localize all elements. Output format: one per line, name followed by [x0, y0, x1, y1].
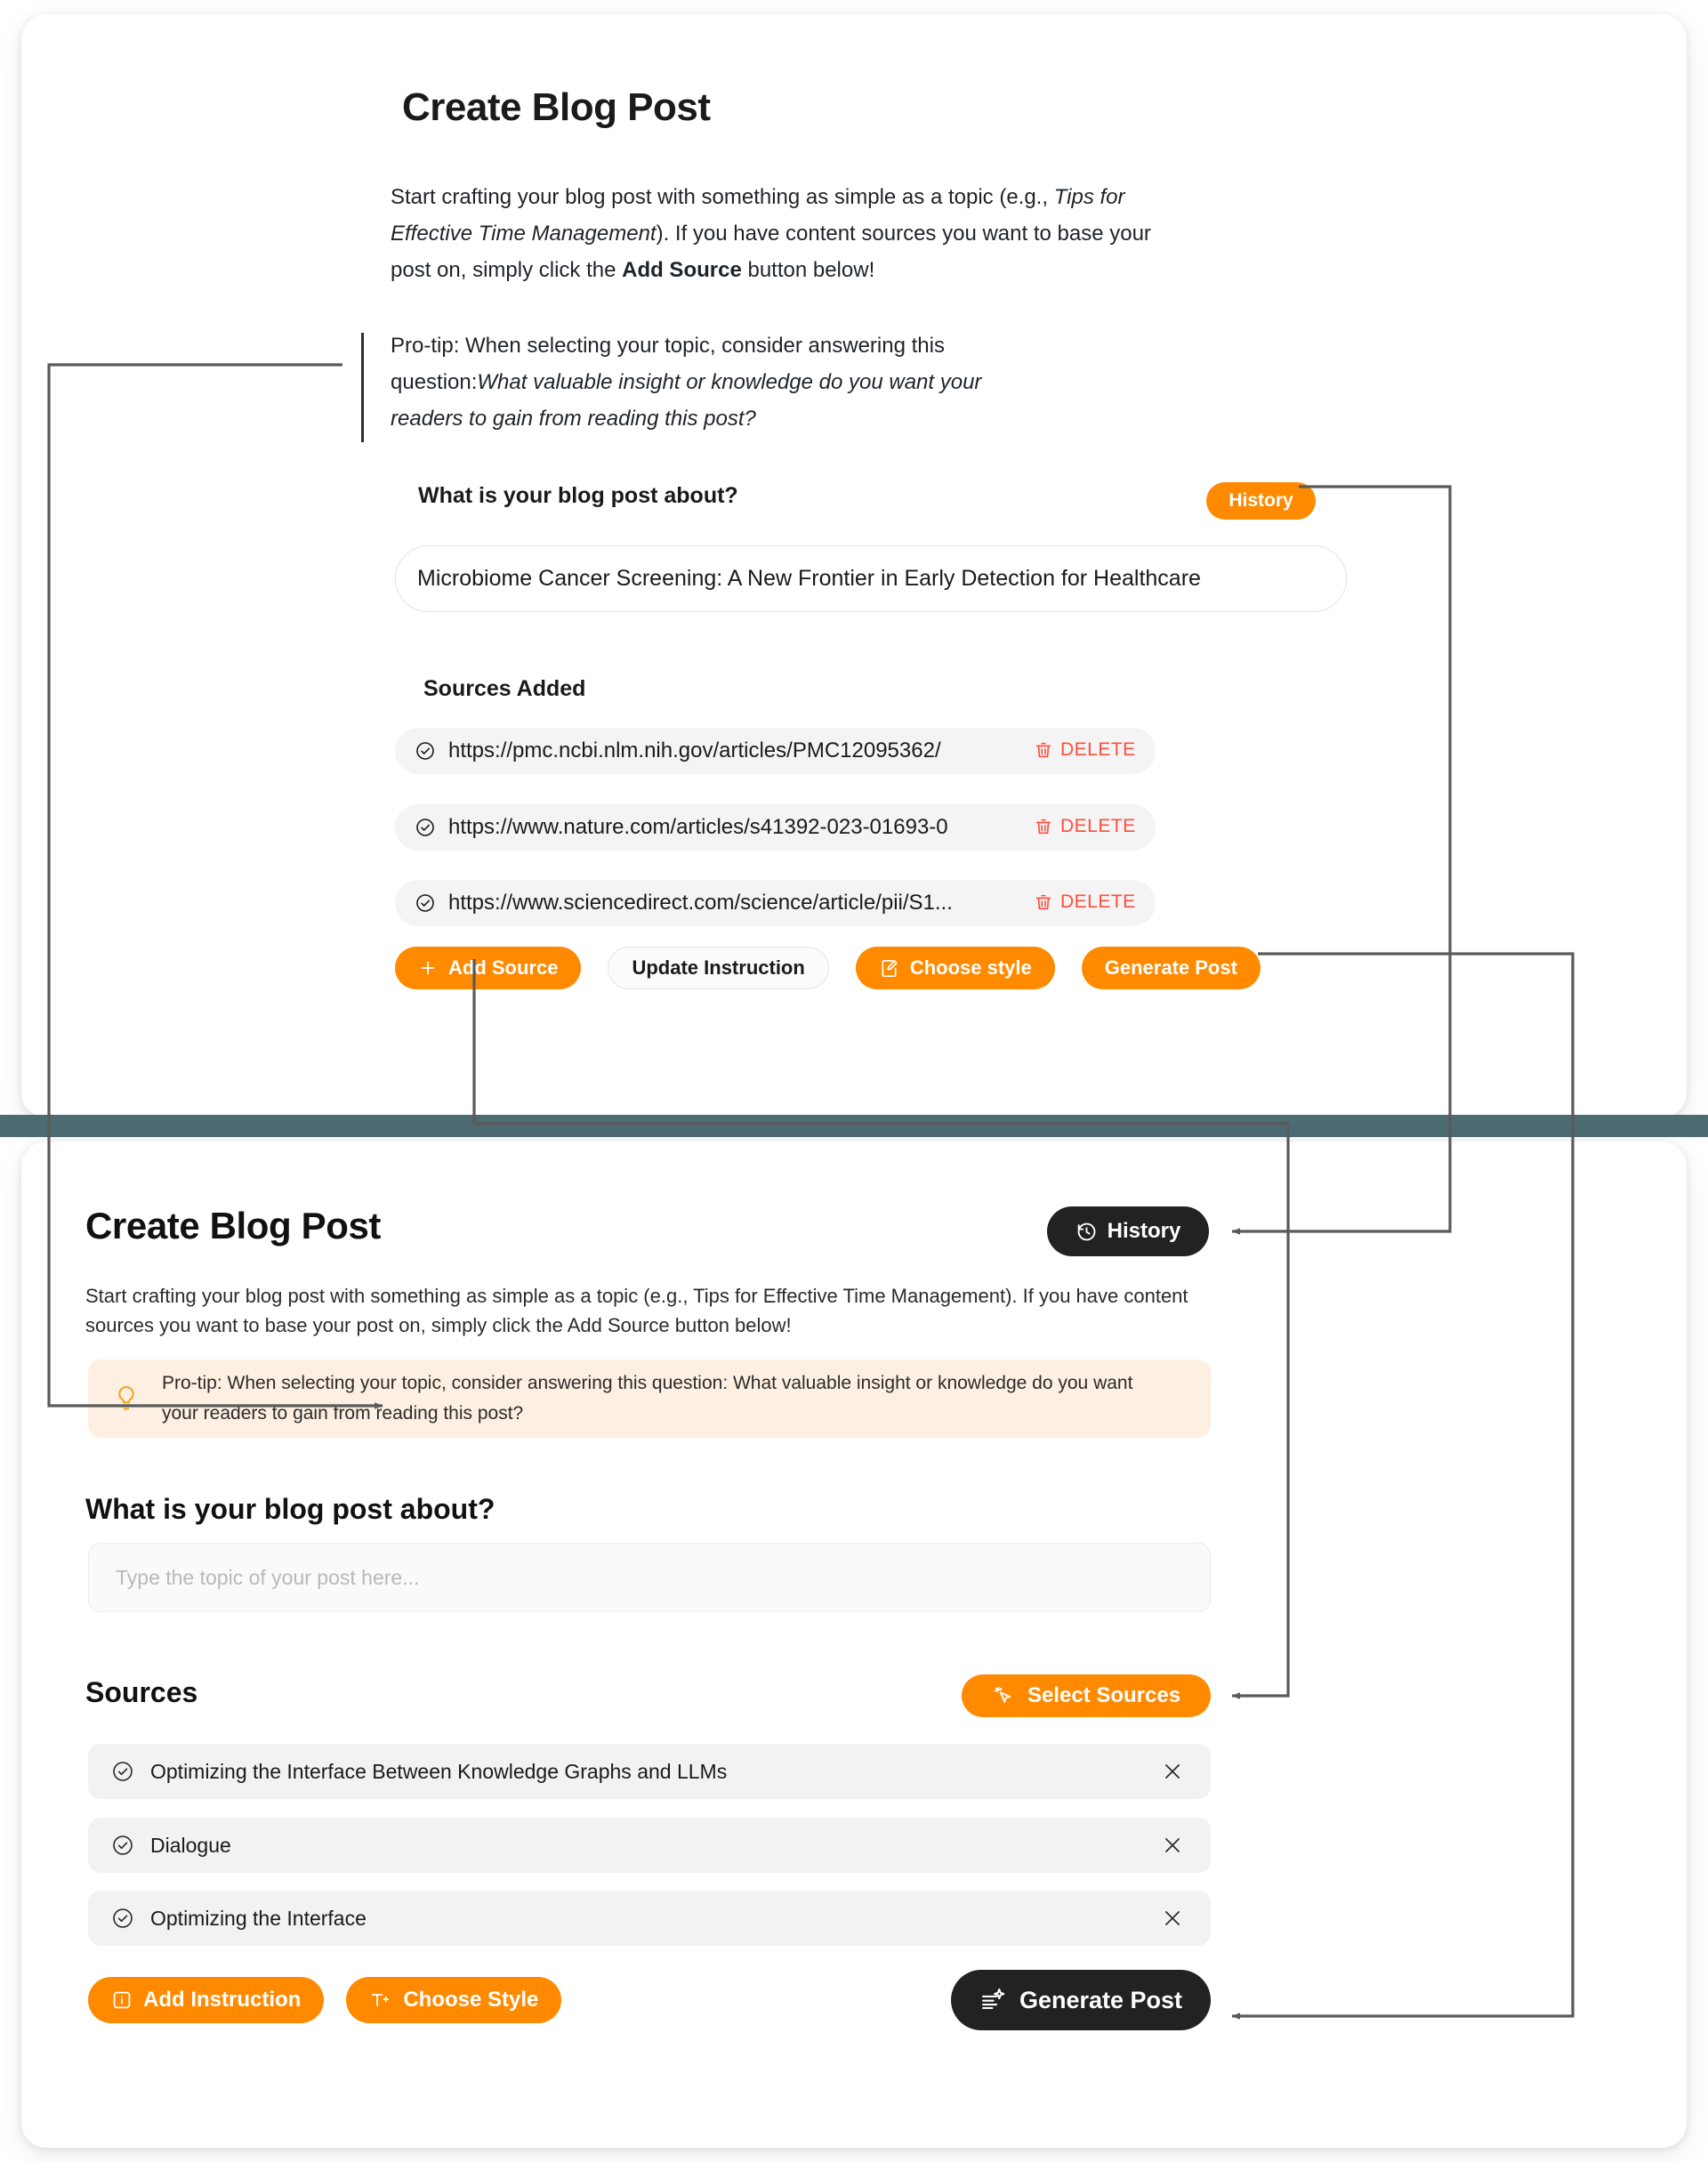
- new-protip-banner: [88, 1359, 1211, 1438]
- new-source-title: Optimizing the Interface: [150, 1906, 367, 1930]
- new-page-title: Create Blog Post: [85, 1205, 381, 1246]
- text-style-icon: [369, 1989, 392, 2011]
- old-delete-label: DELETE: [1060, 816, 1136, 836]
- generate-sparkle-icon: [979, 1987, 1006, 2013]
- select-sources-label: Select Sources: [1027, 1683, 1181, 1707]
- old-question-label: What is your blog post about?: [418, 483, 738, 508]
- new-topic-placeholder: Type the topic of your post here...: [116, 1565, 420, 1589]
- old-generate-post-button[interactable]: [1082, 947, 1261, 989]
- new-sources-label: Sources: [85, 1676, 198, 1708]
- old-intro-text-1: Start crafting your blog post with something as simple as a topic (e.g.,: [391, 185, 1054, 209]
- old-intro-text-2: ). If you have content sources you want to base your post on, simply click the: [391, 222, 1151, 282]
- old-intro-paragraph: [391, 179, 1164, 288]
- close-icon: [1161, 1834, 1184, 1857]
- check-circle-icon: [415, 740, 436, 762]
- new-subtitle: Start crafting your blog post with something as simple as a topic (e.g., Tips for Effective Time Management). If you have content sources you want to base your post on, simply click the Add Source button below!: [85, 1285, 1188, 1336]
- cursor-sparkle-icon: [992, 1684, 1016, 1708]
- close-icon: [1161, 1907, 1184, 1930]
- new-source-title: Optimizing the Interface Between Knowledge Graphs and LLMs: [150, 1759, 728, 1783]
- history-clock-icon: [1076, 1221, 1098, 1243]
- new-history-button[interactable]: [1047, 1206, 1209, 1256]
- close-icon: [1161, 1760, 1184, 1783]
- old-add-source-button[interactable]: [395, 947, 581, 989]
- old-page-title: Create Blog Post: [402, 85, 711, 129]
- new-source-row[interactable]: [88, 1891, 1211, 1946]
- add-instruction-label: Add Instruction: [143, 1988, 302, 2012]
- choose-style-button[interactable]: [346, 1977, 561, 2023]
- new-source-row[interactable]: [88, 1744, 1211, 1799]
- new-protip-text: Pro-tip: When selecting your topic, consider answering this question: What valuable insight or knowledge do you want your readers to gain from reading this post?: [162, 1373, 1133, 1424]
- old-delete-button[interactable]: [1034, 816, 1136, 837]
- new-source-row[interactable]: [88, 1818, 1211, 1873]
- new-action-button-row: [88, 1977, 561, 2023]
- old-protip-quote-bar: [361, 333, 364, 442]
- old-delete-button[interactable]: [1034, 891, 1136, 913]
- old-source-url: https://pmc.ncbi.nlm.nih.gov/articles/PMC12095362/: [448, 738, 941, 762]
- old-delete-label: DELETE: [1060, 739, 1136, 760]
- new-question-label: What is your blog post about?: [85, 1493, 495, 1525]
- check-circle-icon: [415, 817, 436, 838]
- old-action-button-row: [395, 947, 1261, 989]
- old-delete-button[interactable]: [1034, 739, 1136, 761]
- remove-source-button[interactable]: [1161, 1907, 1184, 1930]
- document-pencil-icon: [879, 958, 899, 979]
- old-design-panel: [21, 14, 1687, 1117]
- add-instruction-button[interactable]: [88, 1977, 324, 2023]
- old-choose-style-button[interactable]: [856, 947, 1055, 989]
- old-intro-add-source-bold: Add Source: [622, 258, 742, 282]
- old-history-label: History: [1229, 490, 1293, 511]
- old-add-source-label: Add Source: [448, 956, 559, 979]
- generate-post-label: Generate Post: [1019, 1986, 1183, 2013]
- old-topic-value: Microbiome Cancer Screening: A New Frontier in Early Detection for Healthcare: [417, 566, 1201, 591]
- lightbulb-icon: [112, 1384, 141, 1413]
- generate-post-button[interactable]: [951, 1970, 1211, 2030]
- panel-separator-band: [0, 1115, 1708, 1137]
- old-intro-text-3: button below!: [741, 258, 875, 282]
- info-square-icon: [111, 1989, 133, 2011]
- old-history-button[interactable]: [1206, 482, 1316, 520]
- old-intro-example: Tips for Effective Time Management: [391, 185, 1125, 246]
- old-protip-paragraph: [391, 327, 1013, 437]
- choose-style-label: Choose Style: [403, 1988, 539, 2012]
- remove-source-button[interactable]: [1161, 1760, 1184, 1783]
- old-generate-post-label: Generate Post: [1104, 956, 1237, 979]
- plus-icon: [418, 958, 438, 978]
- remove-source-button[interactable]: [1161, 1834, 1184, 1857]
- old-protip-question: What valuable insight or knowledge do you want your readers to gain from reading this post?: [391, 370, 982, 431]
- old-protip-text: Pro-tip: When selecting your topic, consider answering this question:: [391, 334, 945, 394]
- check-circle-icon: [415, 892, 436, 914]
- old-update-instruction-button[interactable]: [608, 947, 828, 989]
- trash-icon: [1034, 740, 1053, 760]
- old-delete-label: DELETE: [1060, 891, 1136, 912]
- old-topic-input[interactable]: [395, 545, 1347, 612]
- check-circle-icon: [111, 1834, 134, 1857]
- trash-icon: [1034, 892, 1053, 912]
- trash-icon: [1034, 817, 1053, 836]
- new-history-label: History: [1107, 1219, 1181, 1243]
- old-source-url: https://www.sciencedirect.com/science/article/pii/S1...: [448, 891, 953, 915]
- check-circle-icon: [111, 1760, 134, 1783]
- old-update-instruction-label: Update Instruction: [632, 956, 805, 979]
- check-circle-icon: [111, 1907, 134, 1930]
- new-source-title: Dialogue: [150, 1833, 231, 1857]
- old-source-url: https://www.nature.com/articles/s41392-023-01693-0: [448, 815, 948, 839]
- select-sources-button[interactable]: [962, 1674, 1211, 1717]
- old-sources-added-label: Sources Added: [423, 676, 586, 701]
- new-topic-input[interactable]: [88, 1543, 1211, 1612]
- old-choose-style-label: Choose style: [909, 956, 1032, 979]
